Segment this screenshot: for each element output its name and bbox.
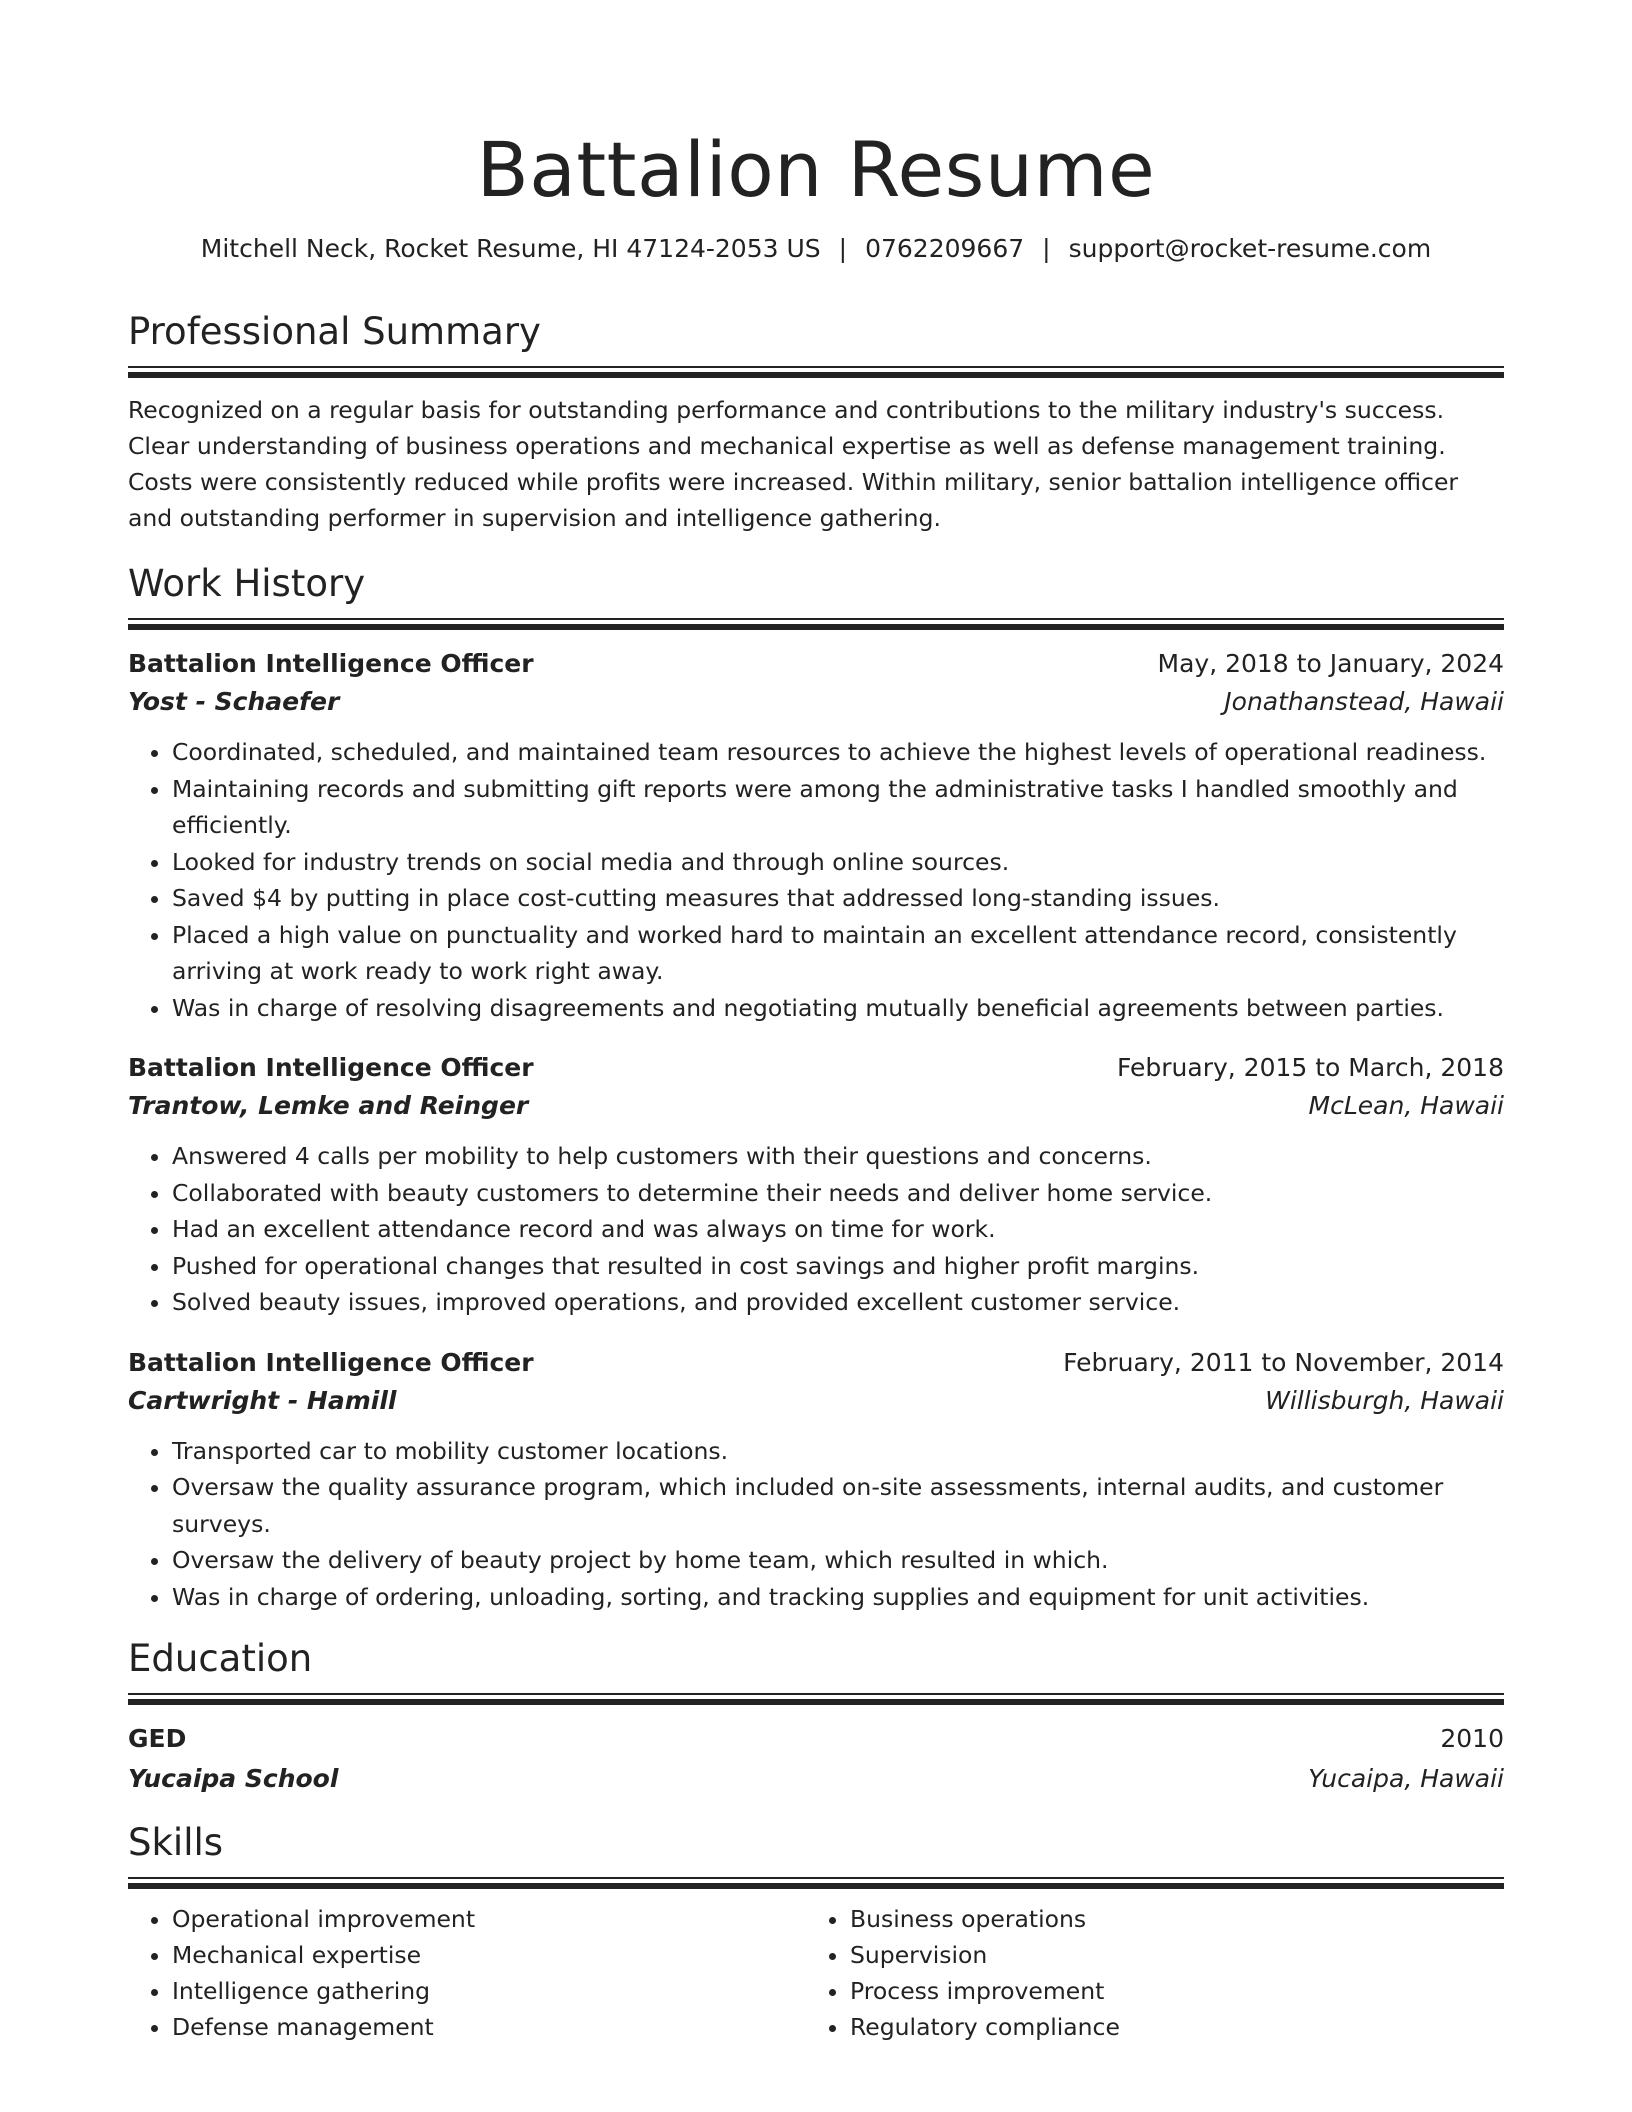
list-item: • Maintaining records and submitting gift reports were among the administrative tasks I handled smoothly and efficiently. [172, 771, 1504, 844]
list-item: • Was in charge of ordering, unloading, sorting, and tracking supplies and equipment for unit activities. [172, 1579, 1504, 1616]
section-title-skills: Skills [128, 1821, 224, 1864]
section-title-summary: Professional Summary [128, 310, 541, 353]
job-dates: May, 2018 to January, 2024 [1157, 649, 1504, 678]
list-item: • Mechanical expertise [172, 1937, 806, 1973]
list-item: • Answered 4 calls per mobility to help customers with their questions and concerns. [172, 1138, 1504, 1175]
list-item: • Regulatory compliance [850, 2009, 1484, 2045]
section-divider [128, 1877, 1504, 1889]
job-bullets [128, 1138, 1504, 1321]
list-item: • Collaborated with beauty customers to determine their needs and deliver home service. [172, 1175, 1504, 1212]
summary-text: Recognized on a regular basis for outstanding performance and contributions to the military industry's success. Clear understanding of business operations and mechanical expertise as well as defense management training. Costs were consistently reduced while profits were increased. Within military, senior battalion intelligence officer and outstanding performer in supervision and intelligence gathering. [128, 396, 1459, 532]
job-employer: Cartwright - Hamill [128, 1385, 397, 1415]
education-location: Yucaipa, Hawaii [1308, 1764, 1504, 1793]
job-employer-row [128, 1088, 1504, 1124]
contact-email: support@rocket-resume.com [1068, 234, 1432, 263]
job-location: Willisburgh, Hawaii [1265, 1385, 1504, 1415]
job-employer: Trantow, Lemke and Reinger [128, 1091, 529, 1120]
list-item: • Operational improvement [172, 1901, 806, 1937]
list-item: • Had an excellent attendance record and was always on time for work. [172, 1211, 1504, 1248]
job-employer: Yost - Schaefer [128, 687, 340, 716]
education-school-row [128, 1761, 1504, 1797]
resume-page [128, 0, 1504, 2045]
job-entry [128, 646, 1504, 1026]
section-divider [128, 618, 1504, 630]
skills-list [128, 1901, 1504, 2045]
list-item: • Saved $4 by putting in place cost-cutting measures that addressed long-standing issues. [172, 880, 1504, 917]
education-degree: GED [128, 1724, 187, 1753]
list-item: • Placed a high value on punctuality and worked hard to maintain an excellent attendance record, consistently arriving at work ready to work right away. [172, 917, 1504, 990]
job-role: Battalion Intelligence Officer [128, 1347, 534, 1377]
job-role: Battalion Intelligence Officer [128, 649, 534, 678]
list-item: • Oversaw the delivery of beauty project by home team, which resulted in which. [172, 1542, 1504, 1579]
job-employer-row [128, 1383, 1504, 1419]
list-item: • Oversaw the quality assurance program, which included on-site assessments, internal audits, and customer surveys. [172, 1469, 1504, 1542]
job-entry [128, 1050, 1504, 1321]
list-item: • Looked for industry trends on social media and through online sources. [172, 844, 1504, 881]
job-employer-row [128, 684, 1504, 720]
education-entry [128, 1721, 1504, 1797]
contact-address: Mitchell Neck, Rocket Resume, HI 47124-2053 US [200, 234, 821, 263]
job-header-row [128, 1345, 1504, 1381]
list-item: • Defense management [172, 2009, 806, 2045]
contact-line [128, 232, 1504, 266]
section-divider [128, 366, 1504, 378]
job-header-row [128, 646, 1504, 682]
job-bullets [128, 1433, 1504, 1616]
list-item: • Process improvement [850, 1973, 1484, 2009]
page-title: Battalion Resume [476, 125, 1156, 214]
section-title-work-history: Work History [128, 562, 366, 605]
job-location: McLean, Hawaii [1308, 1091, 1504, 1120]
education-year: 2010 [1440, 1724, 1504, 1753]
list-item: • Business operations [850, 1901, 1484, 1937]
skills-column-left [128, 1901, 806, 2045]
list-item: • Was in charge of resolving disagreements and negotiating mutually beneficial agreements between parties. [172, 990, 1504, 1027]
section-divider [128, 1693, 1504, 1705]
job-entry [128, 1345, 1504, 1616]
list-item: • Solved beauty issues, improved operations, and provided excellent customer service. [172, 1284, 1504, 1321]
education-school: Yucaipa School [128, 1764, 339, 1793]
list-item: • Pushed for operational changes that resulted in cost savings and higher profit margins. [172, 1248, 1504, 1285]
job-bullets [128, 734, 1504, 1026]
job-dates: February, 2015 to March, 2018 [1116, 1053, 1504, 1082]
job-header-row [128, 1050, 1504, 1086]
contact-separator: | [1042, 234, 1051, 263]
list-item: • Coordinated, scheduled, and maintained team resources to achieve the highest levels of operational readiness. [172, 734, 1504, 771]
list-item: • Supervision [850, 1937, 1484, 1973]
contact-phone: 0762209667 [865, 234, 1025, 263]
job-dates: February, 2011 to November, 2014 [1063, 1347, 1504, 1377]
list-item: • Transported car to mobility customer locations. [172, 1433, 1504, 1470]
education-header-row [128, 1721, 1504, 1757]
list-item: • Intelligence gathering [172, 1973, 806, 2009]
contact-separator: | [838, 234, 848, 263]
job-location: Jonathanstead, Hawaii [1224, 687, 1504, 716]
job-role: Battalion Intelligence Officer [128, 1053, 534, 1082]
section-title-education: Education [128, 1637, 313, 1680]
skills-column-right [806, 1901, 1484, 2045]
